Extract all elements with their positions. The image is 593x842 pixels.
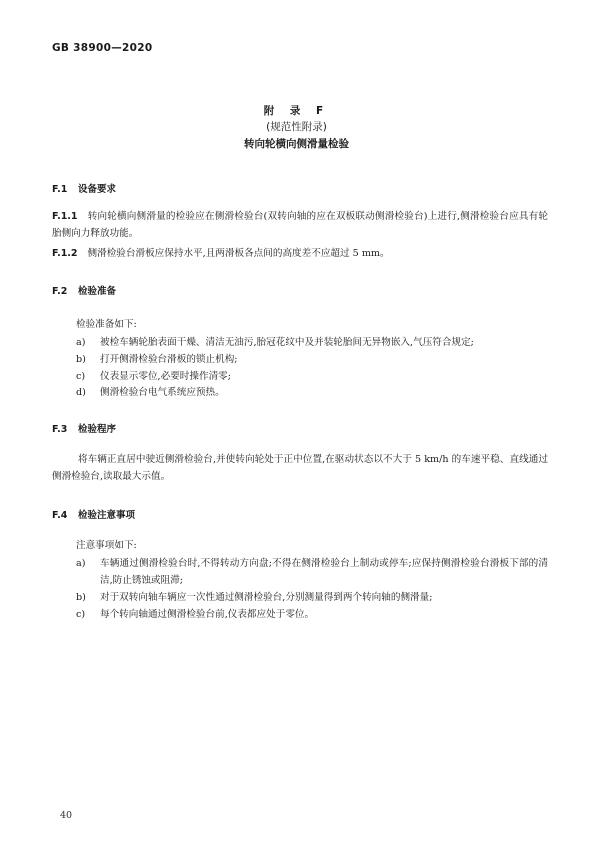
- section-heading-f1: [52, 181, 116, 195]
- list-text: 打开侧滑检验台滑板的锁止机构;: [100, 354, 238, 365]
- list-label: d): [76, 387, 86, 398]
- list-label: b): [76, 354, 86, 365]
- appendix-type: (规范性附录): [266, 121, 327, 133]
- list-text: 每个转向轴通过侧滑检验台前,仪表都应处于零位。: [100, 609, 315, 620]
- section-heading-f2: [52, 283, 116, 297]
- section-number: F.1: [52, 184, 68, 195]
- list-text: 车辆通过侧滑检验台时,不得转动方向盘;不得在侧滑检验台上制动或停车;应保持侧滑检验台滑板下部的清洁,防止锈蚀或阻滞;: [100, 558, 548, 586]
- appendix-title: 附 录 F: [263, 105, 330, 117]
- list-item: [76, 334, 548, 351]
- clause-number: F.1.2: [52, 248, 78, 259]
- section-number: F.3: [52, 424, 68, 435]
- list-intro: 注意事项如下:: [76, 540, 137, 551]
- list-label: a): [76, 337, 86, 348]
- section-number: F.2: [52, 286, 68, 297]
- clause-text: 转向轮横向侧滑量的检验应在侧滑检验台(双转向轴的应在双板联动侧滑检验台)上进行,侧滑检验台应具有轮胎侧向力释放功能。: [52, 211, 548, 239]
- list-text: 被检车辆轮胎表面干燥、清洁无油污,胎冠花纹中及并装轮胎间无异物嵌入,气压符合规定;: [100, 337, 474, 348]
- list-label: b): [76, 592, 86, 603]
- section-title: 检验注意事项: [78, 510, 136, 521]
- list-text: 仪表显示零位,必要时操作清零;: [100, 371, 232, 382]
- list-item: [76, 606, 548, 623]
- clause-f1-1: [52, 208, 548, 242]
- list-text: 侧滑检验台电气系统应预热。: [100, 387, 225, 398]
- list-item: [76, 555, 548, 589]
- list-item: [76, 368, 548, 385]
- procedure-text: 将车辆正直居中驶近侧滑检验台,并使转向轮处于正中位置,在驱动状态以不大于 5 km/h 的车速平稳、直线通过侧滑检验台,读取最大示值。: [52, 454, 548, 482]
- section-heading-f4: [52, 507, 135, 521]
- clause-number: F.1.1: [52, 211, 78, 222]
- list-text: 对于双转向轴车辆应一次性通过侧滑检验台,分别测量得到两个转向轴的侧滑量;: [100, 592, 433, 603]
- list-item: [76, 351, 548, 368]
- list-label: c): [76, 609, 86, 620]
- section-title: 设备要求: [78, 184, 117, 195]
- clause-text: 侧滑检验台滑板应保持水平,且两滑板各点间的高度差不应超过 5 mm。: [87, 248, 390, 259]
- section-title: 检验准备: [78, 286, 117, 297]
- page-number: 40: [60, 810, 73, 821]
- standard-code: GB 38900—2020: [52, 42, 153, 54]
- list-item: [76, 589, 548, 606]
- section-title: 检验程序: [78, 424, 117, 435]
- list-label: c): [76, 371, 86, 382]
- list-label: a): [76, 558, 86, 569]
- appendix-heading: 转向轮横向侧滑量检验: [244, 138, 349, 150]
- list-item: [76, 384, 548, 401]
- section-heading-f3: [52, 421, 116, 435]
- clause-f1-2: [52, 245, 548, 262]
- list-intro: 检验准备如下:: [76, 319, 137, 330]
- section-number: F.4: [52, 510, 68, 521]
